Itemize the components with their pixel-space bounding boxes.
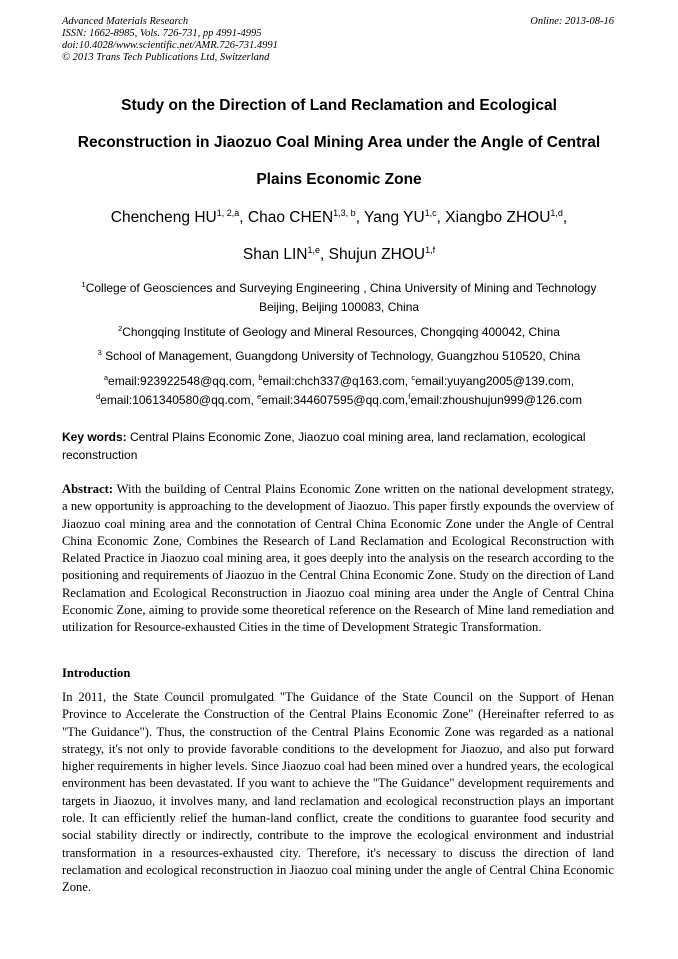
title-line: Plains Economic Zone [256, 171, 422, 188]
author-line [40, 199, 638, 236]
author-sup: 1,e [307, 245, 321, 255]
affiliation-text: School of Management, Guangdong University of Technology, Guangzhou 510520, China [101, 349, 581, 363]
keywords-label: Key words: [62, 430, 127, 444]
author-separator: , [320, 246, 329, 263]
email-link[interactable]: email:344607595@qq.com, [261, 393, 409, 407]
keywords [62, 428, 614, 464]
email-link[interactable]: email:1061340580@qq.com, [100, 393, 258, 407]
author-line [40, 236, 638, 273]
author-separator: , [436, 209, 446, 226]
title-line: Reconstruction in Jiaozuo Coal Mining Area under the Angle of Central [77, 134, 601, 151]
author-name: Chao CHEN [247, 209, 334, 226]
journal-header [62, 16, 622, 64]
email-link[interactable]: email:yuyang2005@139.com, [415, 374, 575, 388]
email-sup: e [257, 392, 262, 401]
author-sup: 1,3, b [333, 208, 356, 218]
email-line [40, 372, 638, 391]
author-sup: 1, 2,a [216, 208, 240, 218]
author-name: Yang YU [364, 209, 425, 226]
affiliation-sup: 3 [97, 348, 102, 357]
email-line [40, 391, 638, 410]
email-sup: c [411, 373, 416, 382]
author-name: Chencheng HU [110, 209, 217, 226]
affiliation-text: Chongqing Institute of Geology and Mineral Resources, Chongqing 400042, China [122, 325, 560, 339]
introduction-heading: Introduction [62, 666, 131, 680]
introduction-paragraph: In 2011, the State Council promulgated "The Guidance of the State Council on the Support of Henan Province to Accelerate the Construction of the Central Plains Economic Zone" (Hereinafter referred to as "The Guidance"). Thus, the construction of the Central Plains Economic Zone was regarded as a national strategy, it's not only to provide favorable conditions to the development for Jiaozuo, and also put forward higher requirements in higher levels. Since Jiaozuo coal had been mined over a hundred years, the ecological environment has been devastated. If you want to achieve the "The Guidance" development requirements and targets in Jiaozuo, it involves many, and land reclamation and ecological reconstruction plays an important role. It can efficiently relief the human-land conflict, create the conditions to guarantee food security and social stability directly or indirectly, contribute to the improve the ecological environment and industrial transformation in a resources-exhausted city. Therefore, it's necessary to discuss the direction of land reclamation and ecological reconstruction in Jiaozuo coal mining under the angle of Central China Economic Zone. [62, 690, 614, 895]
email-link[interactable]: email:chch337@q163.com, [262, 374, 412, 388]
affiliation-2 [40, 323, 638, 342]
author-name: Xiangbo ZHOU [445, 209, 551, 226]
email-link[interactable]: email:zhoushujun999@126.com [410, 393, 582, 407]
author-separator: , [355, 209, 365, 226]
author-sup: 1,d [550, 208, 563, 218]
paper-title [50, 87, 628, 198]
doi-line: doi:10.4028/www.scientific.net/AMR.726-731.4991 [62, 40, 278, 51]
email-sup: a [103, 373, 109, 382]
copyright-line: © 2013 Trans Tech Publications Ltd, Switzerland [62, 52, 270, 63]
abstract-text: With the building of Central Plains Economic Zone written on the national development strategy, a new opportunity is approaching to the development of Jiaozuo. This paper firstly expounds the overview of Jiaozuo coal mining area and the connotation of Central China Economic Zone under the Angle of Central China Economic Zone, Combines the Research of Land Reclamation and Ecological Reconstruction with Related Practice in Jiaozuo coal mining area, it goes deeply into the analysis on the research according to the positioning and requirements of Jiaozuo in the Central China Economic Zone. Study on the direction of Land Reclamation and Ecological Reconstruction in Jiaozuo coal mining area under the Angle of Central China Economic Zone, aiming to provide some theoretical reference on the Research of Mine land remediation and utilization for Resource-exhausted Cities in the time of Development Strategic Transformation. [62, 482, 614, 635]
author-name: Shujun ZHOU [328, 246, 426, 263]
author-list [40, 199, 638, 273]
journal-name: Advanced Materials Research [62, 16, 189, 27]
email-list [40, 372, 638, 410]
affiliation-line: Beijing, Beijing 100083, China [258, 300, 420, 314]
keywords-text: Central Plains Economic Zone, Jiaozuo coal mining area, land reclamation, ecological reconstruction [62, 430, 586, 462]
author-name: Shan LIN [242, 246, 308, 263]
affiliation-sup: 1 [81, 280, 86, 289]
author-separator: , [239, 209, 248, 226]
email-sup: b [258, 373, 263, 382]
author-sup: 1,f [425, 245, 436, 255]
title-line: Study on the Direction of Land Reclamation and Ecological [121, 97, 557, 114]
author-separator: , [562, 209, 568, 226]
author-sup: 1,c [424, 208, 437, 218]
issn-line: ISSN: 1662-8985, Vols. 726-731, pp 4991-4995 [62, 28, 262, 39]
affiliation-sup: 2 [118, 324, 123, 333]
abstract-label: Abstract: [62, 482, 114, 496]
affiliation-text: College of Geosciences and Surveying Engineering , China University of Mining and Technology [85, 281, 597, 295]
affiliation-1 [40, 279, 638, 317]
affiliation-line [40, 279, 638, 298]
email-sup: f [408, 392, 411, 401]
email-link[interactable]: email:923922548@qq.com, [108, 374, 259, 388]
abstract [62, 481, 614, 637]
email-sup: d [96, 392, 101, 401]
affiliation-3 [40, 347, 638, 366]
online-date: Online: 2013-08-16 [530, 16, 614, 27]
